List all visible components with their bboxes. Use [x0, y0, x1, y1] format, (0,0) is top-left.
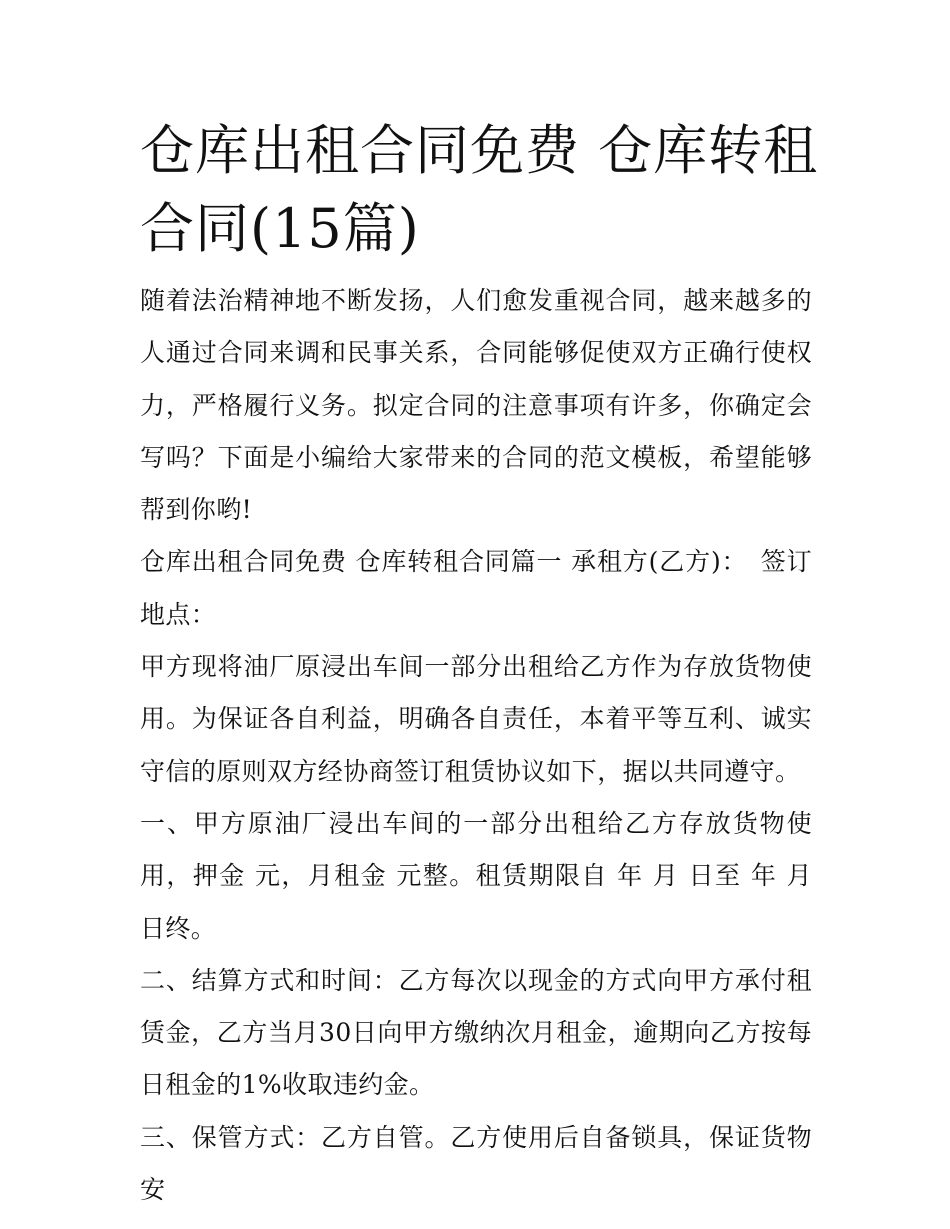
contract-heading-paragraph: 仓库出租合同免费 仓库转租合同篇一 承租方(乙方)： 签订地点： — [140, 547, 812, 629]
document-title: 仓库出租合同免费 仓库转租合同(15篇) — [140, 119, 819, 260]
clause-3-paragraph: 三、保管方式：乙方自管。乙方使用后自备锁具，保证货物安 — [140, 1122, 812, 1205]
document-body — [140, 275, 812, 1216]
clause-2-paragraph: 二、结算方式和时间：乙方每次以现金的方式向甲方承付租赁金，乙方当月30日向甲方缴纳次月租金，逾期向乙方按每日租金的1%收取违约金。 — [140, 965, 812, 1100]
intro-paragraph: 随着法治精神地不断发扬，人们愈发重视合同，越来越多的人通过合同来调和民事关系，合同能够促使双方正确行使权力，严格履行义务。拟定合同的注意事项有许多，你确定会写吗？下面是小编给大家带来的合同的范文模板，希望能够帮到你哟! — [140, 286, 812, 525]
clause-1-paragraph: 一、甲方原油厂浸出车间的一部分出租给乙方存放货物使用，押金 元，月租金 元整。租赁期限自 年 月 日至 年 月 日终。 — [140, 808, 812, 943]
preamble-paragraph: 甲方现将油厂原浸出车间一部分出租给乙方作为存放货物使用。为保证各自利益，明确各自责任，本着平等互利、诚实守信的原则双方经协商签订租赁协议如下，据以共同遵守。 — [140, 652, 812, 786]
